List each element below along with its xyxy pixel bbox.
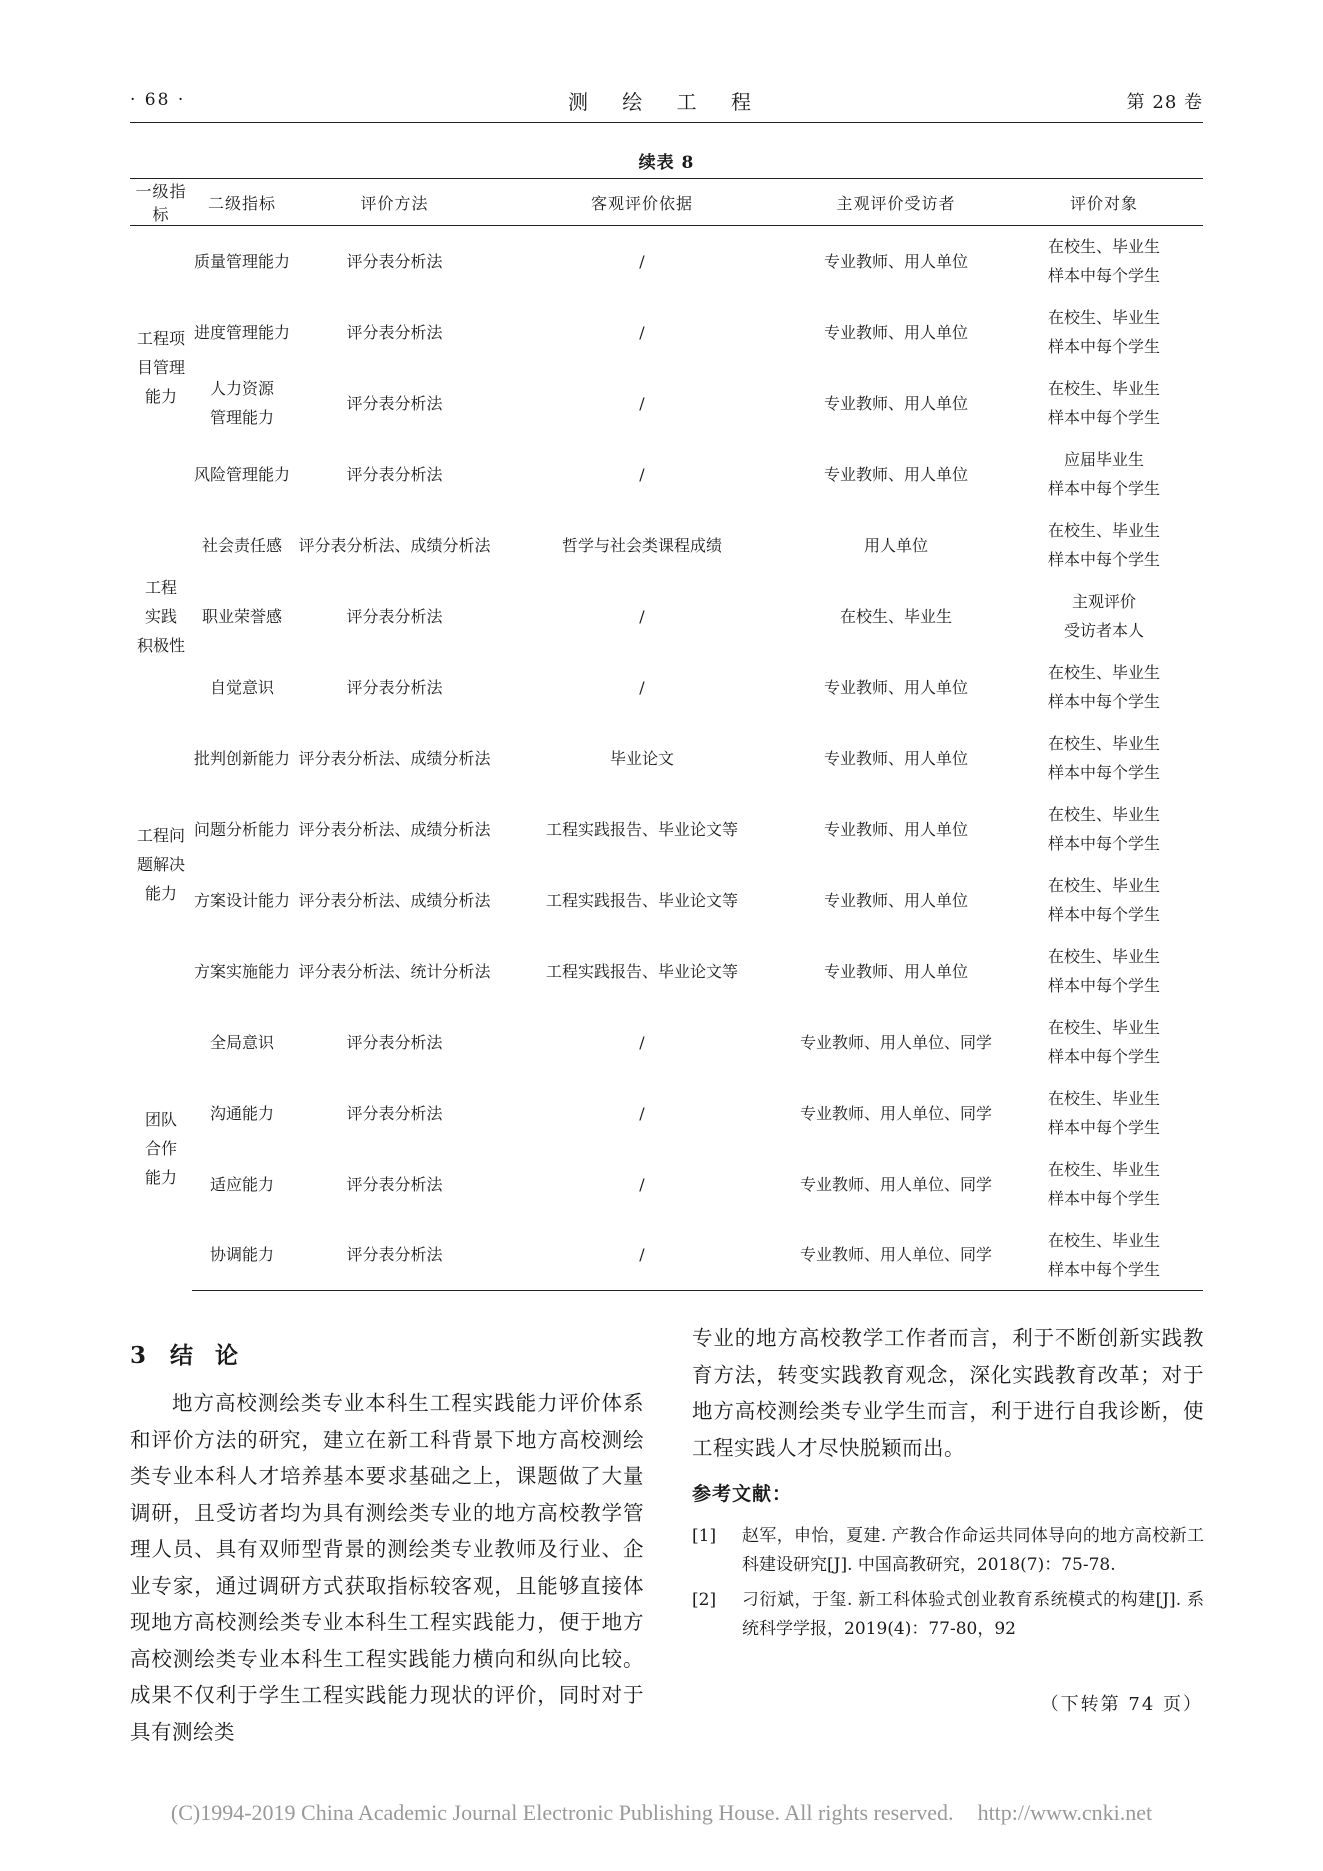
table-row (130, 794, 1203, 865)
level2-indicator-cell (192, 1007, 292, 1078)
level2-indicator-cell-line: 全局意识 (209, 1032, 274, 1052)
level2-indicator-cell (192, 226, 292, 297)
level1-indicator-line: 工程 (144, 577, 177, 597)
section-heading (130, 1337, 260, 1370)
level2-indicator-cell (192, 510, 292, 581)
level2-indicator-cell-line: 质量管理能力 (194, 251, 291, 271)
objective-basis-cell: / (639, 677, 645, 697)
objective-basis-cell: 工程实践报告、毕业论文等 (545, 961, 738, 981)
target-cell-line: 在校生、毕业生 (1047, 521, 1160, 540)
level2-indicator-cell-line: 人力资源 (209, 379, 274, 398)
table-row (130, 581, 1203, 652)
table-row (130, 297, 1203, 368)
method-cell: 评分表分析法、成绩分析法 (298, 535, 491, 555)
level2-indicator-cell (192, 297, 292, 368)
target-cell (1005, 794, 1203, 865)
level1-indicator-cell (130, 723, 192, 1007)
evaluation-table (130, 178, 1203, 1291)
method-cell: 评分表分析法 (346, 322, 443, 342)
level2-indicator-cell (192, 794, 292, 865)
level1-indicator-cell (130, 226, 192, 510)
target-cell (1005, 1078, 1203, 1149)
running-header (130, 86, 1203, 116)
level2-indicator-cell-line: 方案实施能力 (194, 961, 291, 981)
table-row (130, 1149, 1203, 1220)
target-cell-line: 主观评价 (1071, 592, 1136, 611)
method-cell: 评分表分析法 (346, 1032, 443, 1052)
target-cell (1005, 439, 1203, 510)
table-row (130, 936, 1203, 1007)
target-cell (1005, 510, 1203, 581)
target-cell (1005, 1149, 1203, 1220)
section-title: 结论 (170, 1342, 261, 1369)
objective-basis-cell: / (639, 251, 645, 271)
table-row (130, 1007, 1203, 1078)
level2-indicator-cell-line: 方案设计能力 (194, 890, 291, 910)
subjective-respondent-cell: 专业教师、用人单位 (823, 322, 968, 342)
subjective-respondent-cell: 专业教师、用人单位 (823, 961, 968, 981)
subjective-respondent-cell: 专业教师、用人单位 (823, 251, 968, 271)
target-cell-line: 样本中每个学生 (1047, 1189, 1160, 1208)
level2-indicator-cell-line: 问题分析能力 (194, 819, 291, 839)
level2-indicator-cell-line: 管理能力 (209, 408, 274, 427)
target-cell-line: 样本中每个学生 (1047, 337, 1160, 356)
level1-indicator-cell (130, 1007, 192, 1291)
level2-indicator-cell-line: 适应能力 (209, 1174, 274, 1194)
conclusion-paragraph-right: 专业的地方高校教学工作者而言，利于不断创新实践教育方法，转变实践教育观念，深化实践教育改革；对于地方高校测绘类专业学生而言，利于进行自我诊断，使工程实践人才尽快脱颖而出。 (692, 1326, 1204, 1460)
target-cell-line: 受访者本人 (1063, 621, 1144, 640)
level2-indicator-cell-line: 协调能力 (209, 1245, 274, 1265)
target-cell-line: 在校生、毕业生 (1047, 237, 1160, 257)
target-cell-line: 在校生、毕业生 (1047, 947, 1160, 966)
target-cell-line: 样本中每个学生 (1047, 692, 1160, 711)
section-number: 3 (130, 1342, 147, 1369)
reference-item (692, 1586, 1204, 1644)
subjective-respondent-cell: 专业教师、用人单位、同学 (799, 1032, 992, 1052)
table-row (130, 1220, 1203, 1291)
level1-indicator-line: 能力 (144, 884, 177, 903)
reference-number: [1] (692, 1526, 717, 1546)
subjective-respondent-cell: 专业教师、用人单位 (823, 819, 968, 839)
level2-indicator-cell (192, 723, 292, 794)
conclusion-paragraph-left: 地方高校测绘类专业本科生工程实践能力评价体系和评价方法的研究，建立在新工科背景下地方高校测绘类专业本科人才培养基本要求基础之上，课题做了大量调研，且受访者均为具有测绘类专业的地方高校教学管理人员、具有双师型背景的测绘类专业教师及行业、企业专家，通过调研方式获取指标较客观，且能够直接体现地方高校测绘类专业本科生工程实践能力，便于地方高校测绘类专业本科生工程实践能力横向和纵向比较。成果不仅利于学生工程实践能力现状的评价，同时对于具有测绘类 (130, 1391, 644, 1744)
table-body (130, 226, 1203, 1291)
target-cell-line: 应届毕业生 (1063, 450, 1144, 469)
target-cell (1005, 936, 1203, 1007)
level1-indicator-line: 合作 (144, 1139, 177, 1158)
column-header: 一级指标 (130, 179, 192, 226)
target-cell (1005, 226, 1203, 297)
objective-basis-cell: 工程实践报告、毕业论文等 (545, 819, 738, 839)
target-cell-line: 在校生、毕业生 (1047, 379, 1160, 398)
journal-title: 测 绘 工 程 (567, 90, 766, 114)
column-header: 二级指标 (192, 179, 292, 226)
level2-indicator-cell (192, 865, 292, 936)
method-cell: 评分表分析法、成绩分析法 (298, 748, 491, 768)
table-row (130, 723, 1203, 794)
level2-indicator-cell-line: 沟通能力 (209, 1103, 274, 1123)
header-rule (130, 122, 1203, 123)
method-cell: 评分表分析法 (346, 677, 443, 697)
subjective-respondent-cell: 专业教师、用人单位 (823, 677, 968, 697)
subjective-respondent-cell: 专业教师、用人单位 (823, 393, 968, 413)
target-cell (1005, 652, 1203, 723)
target-cell-line: 样本中每个学生 (1047, 266, 1160, 286)
objective-basis-cell: / (639, 322, 645, 342)
reference-number: [2] (692, 1590, 717, 1610)
level1-indicator-line: 工程问 (136, 826, 185, 845)
target-cell-line: 样本中每个学生 (1047, 834, 1160, 853)
volume-label: 第 28 卷 (1126, 92, 1203, 113)
method-cell: 评分表分析法、成绩分析法 (298, 890, 491, 910)
table-row (130, 652, 1203, 723)
level2-indicator-cell (192, 1220, 292, 1291)
column-header: 评价方法 (292, 179, 497, 226)
level2-indicator-cell (192, 581, 292, 652)
level1-indicator-line: 能力 (144, 1168, 177, 1187)
level2-indicator-cell-line: 进度管理能力 (194, 322, 291, 342)
target-cell (1005, 865, 1203, 936)
method-cell: 评分表分析法 (346, 1174, 443, 1194)
method-cell: 评分表分析法 (292, 1220, 497, 1291)
target-cell-line: 样本中每个学生 (1047, 905, 1160, 924)
continued-note: （下转第 74 页） (1040, 1694, 1203, 1715)
footer-url: http://www.cnki.net (977, 1800, 1153, 1825)
level2-indicator-cell (192, 1149, 292, 1220)
column-header: 评价对象 (1005, 179, 1203, 226)
copyright-footer (0, 1800, 1323, 1826)
table-row (130, 510, 1203, 581)
method-cell: 评分表分析法 (346, 606, 443, 626)
level2-indicator-cell-line: 批判创新能力 (194, 748, 291, 768)
level2-indicator-cell (192, 439, 292, 510)
level1-indicator-cell (130, 510, 192, 723)
table-row (130, 1078, 1203, 1149)
objective-basis-cell: 哲学与社会类课程成绩 (561, 535, 722, 555)
level2-indicator-cell (192, 936, 292, 1007)
level2-indicator-cell-line: 社会责任感 (201, 535, 282, 555)
level2-indicator-cell (192, 652, 292, 723)
objective-basis-cell: 工程实践报告、毕业论文等 (545, 890, 738, 910)
reference-list (692, 1522, 1204, 1650)
subjective-respondent-cell: 专业教师、用人单位、同学 (787, 1220, 1005, 1291)
reference-text: 赵军，申怡，夏建. 产教合作命运共同体导向的地方高校新工科建设研究[J]. 中国高教研究，2018(7)：75-78. (742, 1526, 1204, 1575)
objective-basis-cell: / (639, 393, 645, 413)
target-cell (1005, 723, 1203, 794)
target-cell (1005, 1007, 1203, 1078)
level1-indicator-line: 实践 (144, 606, 177, 626)
objective-basis-cell: / (639, 464, 645, 484)
target-cell-line: 样本中每个学生 (1047, 1118, 1160, 1137)
target-cell-line: 样本中每个学生 (1047, 1047, 1160, 1066)
level1-indicator-line: 目管理 (136, 358, 185, 378)
references-heading: 参考文献： (692, 1483, 793, 1505)
level2-indicator-cell (192, 1078, 292, 1149)
subjective-respondent-cell: 在校生、毕业生 (839, 606, 952, 626)
method-cell: 评分表分析法、统计分析法 (298, 961, 491, 981)
target-cell-line: 在校生、毕业生 (1047, 308, 1160, 327)
target-cell-line: 在校生、毕业生 (1047, 805, 1160, 824)
column-header: 主观评价受访者 (787, 179, 1005, 226)
level2-indicator-cell-line: 风险管理能力 (194, 464, 291, 484)
target-cell-line: 样本中每个学生 (1047, 479, 1160, 498)
objective-basis-cell: / (639, 1032, 645, 1052)
subjective-respondent-cell: 专业教师、用人单位、同学 (799, 1103, 992, 1123)
target-cell-line: 样本中每个学生 (1047, 976, 1160, 995)
method-cell: 评分表分析法 (346, 464, 443, 484)
target-cell-line: 样本中每个学生 (1047, 1259, 1160, 1279)
level1-indicator-line: 积极性 (136, 635, 185, 655)
table-row (130, 226, 1203, 297)
method-cell: 评分表分析法 (346, 1103, 443, 1123)
level1-indicator-line: 团队 (144, 1110, 177, 1129)
level1-indicator-line: 题解决 (136, 855, 185, 874)
reference-text: 刁衍斌，于玺. 新工科体验式创业教育系统模式的构建[J]. 系统科学学报，2019(4)：77-80，92 (742, 1590, 1204, 1639)
table-header-row (130, 179, 1203, 226)
copyright-text: (C)1994-2019 China Academic Journal Electronic Publishing House. All rights reserved. (170, 1800, 954, 1825)
target-cell (1005, 1220, 1203, 1291)
target-cell-line: 在校生、毕业生 (1047, 1160, 1160, 1179)
target-cell (1005, 581, 1203, 652)
objective-basis-cell: / (497, 1220, 787, 1291)
target-cell-line: 样本中每个学生 (1047, 408, 1160, 427)
target-cell (1005, 368, 1203, 439)
objective-basis-cell: / (639, 1174, 645, 1194)
target-cell-line: 样本中每个学生 (1047, 763, 1160, 782)
target-cell-line: 样本中每个学生 (1047, 550, 1160, 569)
level1-indicator-line: 能力 (144, 387, 177, 407)
subjective-respondent-cell: 用人单位 (863, 535, 928, 555)
target-cell-line: 在校生、毕业生 (1047, 734, 1160, 753)
objective-basis-cell: / (639, 606, 645, 626)
table-row (130, 368, 1203, 439)
table-row (130, 439, 1203, 510)
subjective-respondent-cell: 专业教师、用人单位 (823, 748, 968, 768)
table-caption: 续表 8 (638, 153, 695, 173)
table-row (130, 865, 1203, 936)
level2-indicator-cell-line: 自觉意识 (209, 677, 274, 697)
objective-basis-cell: / (639, 1103, 645, 1123)
level2-indicator-cell-line: 职业荣誉感 (201, 606, 282, 626)
target-cell-line: 在校生、毕业生 (1047, 1230, 1160, 1250)
column-header: 客观评价依据 (497, 179, 787, 226)
method-cell: 评分表分析法 (346, 251, 443, 271)
target-cell (1005, 297, 1203, 368)
target-cell-line: 在校生、毕业生 (1047, 876, 1160, 895)
reference-item (692, 1522, 1204, 1580)
method-cell: 评分表分析法、成绩分析法 (298, 819, 491, 839)
subjective-respondent-cell: 专业教师、用人单位 (823, 464, 968, 484)
subjective-respondent-cell: 专业教师、用人单位、同学 (799, 1174, 992, 1194)
level2-indicator-cell (192, 368, 292, 439)
subjective-respondent-cell: 专业教师、用人单位 (823, 890, 968, 910)
target-cell-line: 在校生、毕业生 (1047, 1018, 1160, 1037)
method-cell: 评分表分析法 (346, 393, 443, 413)
target-cell-line: 在校生、毕业生 (1047, 1089, 1160, 1108)
page-number: · 68 · (130, 90, 186, 110)
target-cell-line: 在校生、毕业生 (1047, 663, 1160, 682)
objective-basis-cell: 毕业论文 (609, 748, 674, 768)
level1-indicator-line: 工程项 (136, 329, 185, 349)
